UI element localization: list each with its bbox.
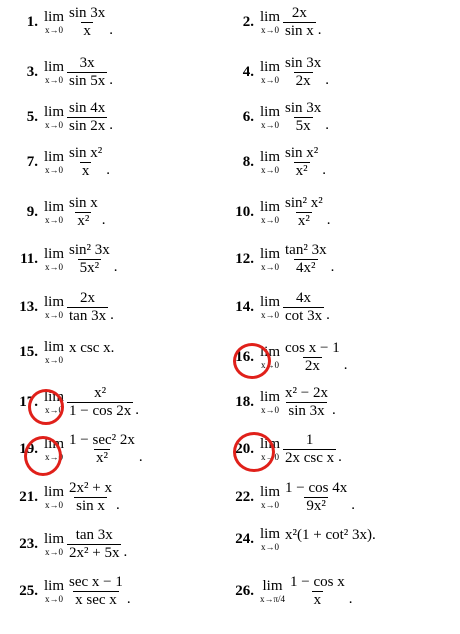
- limit-operator: [260, 579, 285, 604]
- lim-word: lim: [44, 578, 65, 594]
- fraction: [67, 527, 121, 562]
- end-period: .: [115, 497, 120, 513]
- end-period: .: [331, 402, 336, 418]
- problem-10: [228, 195, 331, 230]
- problem-20: [228, 432, 342, 467]
- denominator: sin 2x: [69, 118, 106, 134]
- numerator: sin x²: [285, 145, 319, 161]
- lim-subscript: x→0: [45, 215, 63, 225]
- problem-19: [12, 432, 143, 467]
- problem-number: 23.: [19, 536, 38, 552]
- limit-operator: [44, 247, 64, 272]
- problem-number: 15.: [19, 344, 38, 360]
- limit-operator: [44, 150, 64, 175]
- fraction: [67, 242, 112, 277]
- denominator: x²: [295, 163, 308, 179]
- numerator: sin 3x: [69, 5, 106, 21]
- problem-number: 4.: [242, 64, 254, 80]
- numerator: tan² 3x: [285, 242, 327, 258]
- fraction: [283, 340, 342, 375]
- lim-word: lim: [44, 104, 65, 120]
- lim-subscript: x→0: [261, 452, 279, 462]
- lim-word: lim: [44, 339, 65, 355]
- end-period: .: [109, 72, 114, 88]
- lim-subscript: x→0: [45, 75, 63, 85]
- fraction: [283, 480, 349, 515]
- problem-9: [12, 195, 106, 230]
- limit-operator: [44, 390, 64, 415]
- fraction: [283, 100, 323, 135]
- lim-subscript: x→0: [45, 594, 63, 604]
- fraction: [283, 55, 323, 90]
- lim-word: lim: [260, 294, 281, 310]
- problem-7: [12, 145, 110, 180]
- problem-22: [228, 480, 355, 515]
- lim-subscript: x→0: [261, 75, 279, 85]
- limit-operator: [260, 390, 280, 415]
- problem-24: [228, 527, 376, 552]
- denominator: x²: [297, 213, 310, 229]
- lim-word: lim: [44, 59, 65, 75]
- numerator: 4x: [296, 290, 312, 306]
- numerator: 1: [305, 432, 314, 448]
- numerator: sin² 3x: [69, 242, 110, 258]
- fraction: [283, 242, 329, 277]
- problem-12: [228, 242, 334, 277]
- problem-17: [12, 385, 139, 420]
- lim-subscript: x→0: [45, 25, 63, 35]
- denominator: sin 3x: [288, 403, 325, 419]
- problem-number: 10.: [235, 204, 254, 220]
- end-period: .: [123, 544, 128, 560]
- denominator: x sec x: [75, 592, 117, 608]
- problem-number: 3.: [26, 64, 38, 80]
- end-period: .: [317, 22, 322, 38]
- problem-number: 24.: [235, 531, 254, 547]
- problem-16: [228, 340, 347, 375]
- numerator: sin x²: [69, 145, 103, 161]
- denominator: cot 3x: [285, 308, 323, 324]
- numerator: sin² x²: [285, 195, 323, 211]
- limit-operator: [260, 10, 280, 35]
- problem-number: 18.: [235, 394, 254, 410]
- problem-number: 7.: [26, 154, 38, 170]
- lim-subscript: x→0: [261, 500, 279, 510]
- problem-number: 25.: [19, 583, 38, 599]
- numerator: 2x² + x: [69, 480, 112, 496]
- lim-subscript: x→0: [45, 262, 63, 272]
- lim-word: lim: [44, 199, 65, 215]
- fraction: [283, 5, 316, 40]
- limit-operator: [260, 105, 280, 130]
- end-period: .: [322, 162, 327, 178]
- denominator: x²: [95, 450, 108, 466]
- problem-14: [228, 290, 330, 325]
- lim-subscript: x→0: [45, 355, 63, 365]
- numerator: x²: [94, 385, 107, 401]
- lim-word: lim: [44, 531, 65, 547]
- lim-word: lim: [260, 436, 281, 452]
- problem-15: [12, 340, 114, 365]
- denominator: sin x: [76, 498, 105, 514]
- denominator: x: [81, 163, 90, 179]
- fraction: [283, 145, 320, 180]
- limit-operator: [44, 532, 64, 557]
- numerator: 1 − cos 4x: [285, 480, 348, 496]
- limit-operator: [260, 345, 280, 370]
- denominator: 5x: [295, 118, 311, 134]
- numerator: 3x: [79, 55, 95, 71]
- fraction: [67, 385, 133, 420]
- problem-25: [12, 574, 131, 609]
- fraction: [283, 432, 336, 467]
- numerator: sec x − 1: [69, 574, 123, 590]
- end-period: .: [326, 212, 331, 228]
- end-period: .: [326, 307, 330, 323]
- denominator: sin 5x: [69, 73, 106, 89]
- denominator: 4x²: [296, 260, 316, 276]
- problem-8: [228, 145, 326, 180]
- problem-number: 8.: [242, 154, 254, 170]
- problem-21: [12, 480, 120, 515]
- problem-number: 12.: [235, 251, 254, 267]
- problem-number: 5.: [26, 109, 38, 125]
- problem-6: [228, 100, 329, 135]
- problem-number: 1.: [26, 14, 38, 30]
- denominator: 2x: [295, 73, 311, 89]
- numerator: 2x: [291, 5, 307, 21]
- lim-subscript: x→0: [45, 120, 63, 130]
- limit-operator: [260, 485, 280, 510]
- problem-18: [228, 385, 336, 420]
- fraction: [283, 290, 324, 325]
- lim-subscript: x→0: [261, 360, 279, 370]
- limit-operator: [260, 527, 280, 552]
- lim-subscript: x→0: [45, 500, 63, 510]
- limit-operator: [44, 295, 64, 320]
- end-period: .: [343, 357, 348, 373]
- limit-operator: [44, 485, 64, 510]
- fraction: [67, 5, 107, 40]
- lim-subscript: x→0: [261, 215, 279, 225]
- fraction: [67, 574, 125, 609]
- end-period: .: [135, 402, 139, 418]
- lim-word: lim: [260, 9, 281, 25]
- problem-5: [12, 100, 113, 135]
- end-period: .: [138, 449, 143, 465]
- lim-word: lim: [44, 436, 65, 452]
- end-period: .: [109, 117, 114, 133]
- lim-subscript: x→0: [261, 542, 279, 552]
- denominator: 2x csc x: [285, 450, 335, 466]
- lim-subscript: x→0: [45, 310, 63, 320]
- lim-word: lim: [260, 389, 281, 405]
- lim-word: lim: [260, 526, 281, 542]
- numerator: x² − 2x: [285, 385, 328, 401]
- limit-operator: [260, 437, 280, 462]
- problem-26: [228, 574, 353, 609]
- lim-subscript: x→0: [261, 405, 279, 415]
- limit-operator: [44, 579, 64, 604]
- fraction: [67, 480, 114, 515]
- lim-subscript: x→0: [261, 165, 279, 175]
- problem-11: [12, 242, 118, 277]
- fraction: [283, 195, 325, 230]
- lim-subscript: x→0: [261, 262, 279, 272]
- end-period: .: [110, 307, 114, 323]
- end-period: .: [126, 591, 131, 607]
- problem-2: [228, 5, 322, 40]
- numerator: sin x: [69, 195, 98, 211]
- numerator: sin 4x: [69, 100, 106, 116]
- end-period: .: [351, 497, 355, 513]
- lim-word: lim: [260, 344, 281, 360]
- problem-number: 26.: [235, 583, 254, 599]
- lim-word: lim: [44, 149, 65, 165]
- end-period: .: [101, 212, 106, 228]
- lim-word: lim: [44, 389, 65, 405]
- limit-operator: [260, 295, 280, 320]
- lim-word: lim: [260, 246, 281, 262]
- lim-subscript: x→0: [261, 25, 279, 35]
- problem-4: [228, 55, 329, 90]
- inline-expression: x csc x.: [69, 340, 115, 356]
- lim-subscript: x→0: [45, 547, 63, 557]
- limit-operator: [44, 340, 64, 365]
- lim-subscript: x→0: [45, 165, 63, 175]
- lim-word: lim: [44, 246, 65, 262]
- lim-subscript: x→0: [45, 452, 63, 462]
- fraction: [67, 55, 107, 90]
- lim-word: lim: [260, 59, 281, 75]
- lim-word: lim: [44, 294, 65, 310]
- end-period: .: [109, 22, 114, 38]
- lim-word: lim: [260, 199, 281, 215]
- problem-number: 19.: [19, 441, 38, 457]
- lim-subscript: x→0: [45, 405, 63, 415]
- problem-number: 2.: [242, 14, 254, 30]
- end-period: .: [338, 449, 342, 465]
- limit-operator: [44, 10, 64, 35]
- problem-3: [12, 55, 113, 90]
- fraction: [67, 100, 107, 135]
- problem-number: 17.: [19, 394, 38, 410]
- problem-1: [12, 5, 113, 40]
- lim-word: lim: [260, 149, 281, 165]
- lim-subscript: x→0: [261, 310, 279, 320]
- denominator: 1 − cos 2x: [69, 403, 132, 419]
- denominator: 9x²: [306, 498, 326, 514]
- denominator: tan 3x: [69, 308, 107, 324]
- denominator: x: [313, 592, 322, 608]
- end-period: .: [325, 72, 330, 88]
- problem-number: 21.: [19, 489, 38, 505]
- problem-number: 16.: [235, 349, 254, 365]
- lim-word: lim: [44, 484, 65, 500]
- end-period: .: [348, 591, 353, 607]
- denominator: sin x: [285, 23, 314, 39]
- problem-number: 11.: [20, 251, 38, 267]
- denominator: x²: [77, 213, 90, 229]
- lim-subscript: x→π/4: [260, 594, 286, 604]
- numerator: cos x − 1: [285, 340, 340, 356]
- problem-number: 20.: [235, 441, 254, 457]
- denominator: x: [83, 23, 91, 39]
- end-period: .: [113, 259, 118, 275]
- numerator: 1 − sec² 2x: [69, 432, 135, 448]
- fraction: [67, 145, 104, 180]
- lim-subscript: x→0: [261, 120, 279, 130]
- fraction: [67, 195, 100, 230]
- problem-13: [12, 290, 114, 325]
- numerator: tan 3x: [75, 527, 113, 543]
- fraction: [67, 290, 108, 325]
- limit-operator: [44, 200, 64, 225]
- limit-operator: [260, 60, 280, 85]
- limit-operator: [260, 150, 280, 175]
- fraction: [283, 385, 330, 420]
- fraction: [67, 432, 137, 467]
- end-period: .: [330, 259, 335, 275]
- problem-number: 13.: [19, 299, 38, 315]
- numerator: 1 − cos x: [290, 574, 345, 590]
- numerator: 2x: [80, 290, 96, 306]
- denominator: 5x²: [79, 260, 100, 276]
- end-period: .: [106, 162, 111, 178]
- end-period: .: [325, 117, 330, 133]
- problem-number: 22.: [235, 489, 254, 505]
- limit-operator: [44, 60, 64, 85]
- denominator: 2x² + 5x: [69, 545, 120, 561]
- denominator: 2x: [304, 358, 320, 374]
- problem-number: 9.: [26, 204, 38, 220]
- lim-word: lim: [260, 484, 281, 500]
- numerator: sin 3x: [285, 100, 322, 116]
- lim-word: lim: [44, 9, 65, 25]
- problem-23: [12, 527, 127, 562]
- limit-operator: [44, 437, 64, 462]
- limit-operator: [44, 105, 64, 130]
- limit-operator: [260, 247, 280, 272]
- problem-number: 6.: [242, 109, 254, 125]
- inline-expression: x²(1 + cot² 3x).: [285, 527, 376, 543]
- lim-word: lim: [262, 578, 283, 594]
- numerator: sin 3x: [285, 55, 322, 71]
- lim-word: lim: [260, 104, 281, 120]
- fraction: [288, 574, 347, 609]
- problem-number: 14.: [235, 299, 254, 315]
- limit-operator: [260, 200, 280, 225]
